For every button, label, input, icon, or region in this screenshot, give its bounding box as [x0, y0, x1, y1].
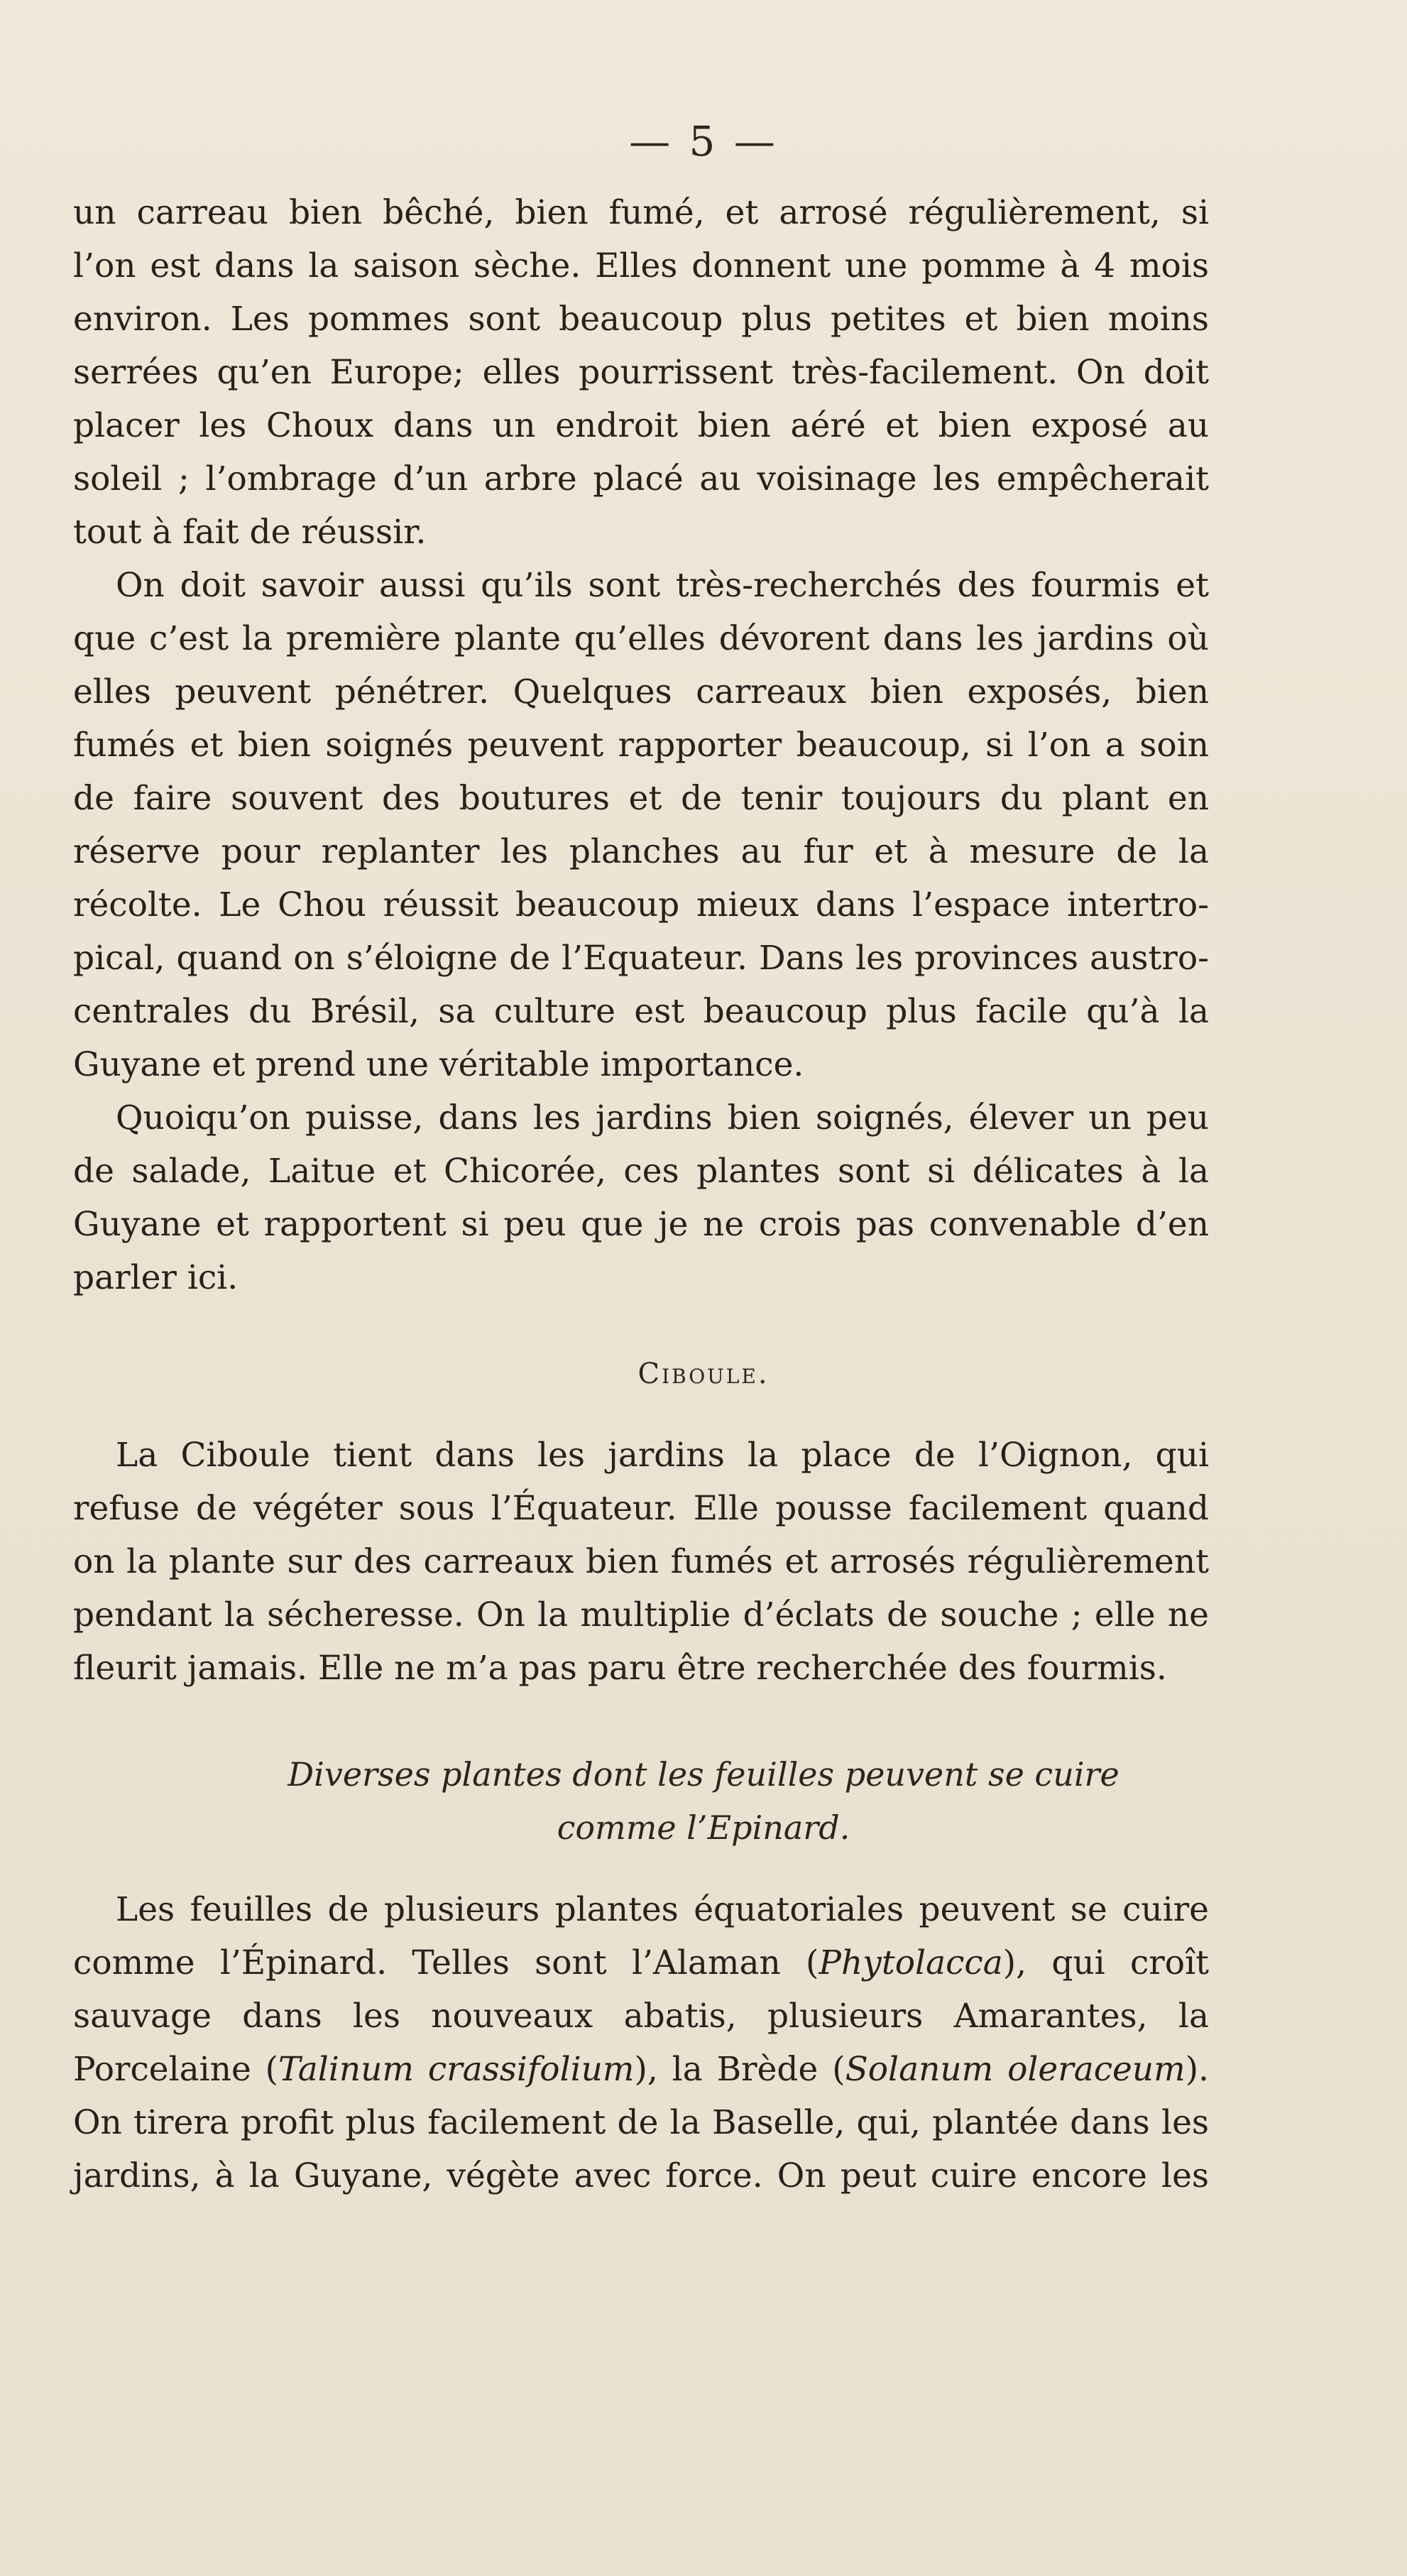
text-line: La Ciboule tient dans les jardins la place de l’Oignon, qui [116, 1436, 1209, 1475]
text-line: soleil ; l’ombrage d’un arbre placé au voisinage les empêcherait [73, 459, 1209, 498]
text-line: réserve pour replanter les planches au fur et à mesure de la [73, 832, 1209, 871]
text-line: jardins, à la Guyane, végète avec force. On peut cuire encore les [73, 2156, 1209, 2195]
page-number: — 5 — [629, 117, 778, 165]
text-line: parler ici. [73, 1258, 239, 1297]
text-run: Porcelaine ( [73, 2050, 279, 2089]
text-line: sauvage dans les nouveaux abatis, plusieurs Amarantes, la [73, 1997, 1209, 2036]
text-line: que c’est la première plante qu’elles dévorent dans les jardins où [73, 619, 1209, 658]
text-line [73, 2043, 1209, 2096]
text-line: Les feuilles de plusieurs plantes équatoriales peuvent se cuire [116, 1890, 1209, 1929]
section-title-line: comme l’Epinard. [557, 1808, 850, 1847]
section-heading-ciboule: Ciboule. [637, 1358, 770, 1390]
text-line: Quoiqu’on puisse, dans les jardins bien soignés, élever un peu [116, 1098, 1209, 1137]
text-line: serrées qu’en Europe; elles pourrissent très-facilement. On doit [73, 353, 1209, 392]
text-line: tout à fait de réussir. [73, 513, 427, 552]
text-line: on la plante sur des carreaux bien fumés et arrosés régulièrement [73, 1542, 1209, 1581]
text-run: ). [1185, 2050, 1209, 2089]
text-line: elles peuvent pénétrer. Quelques carreaux bien exposés, bien [73, 672, 1209, 711]
text-line: pical, quand on s’éloigne de l’Equateur. Dans les provinces austro- [73, 939, 1209, 978]
section-title-line: Diverses plantes dont les feuilles peuvent se cuire [288, 1755, 1119, 1794]
text-line: centrales du Brésil, sa culture est beaucoup plus facile qu’à la [73, 992, 1209, 1031]
text-line [73, 1936, 1209, 1990]
text-line: de salade, Laitue et Chicorée, ces plantes sont si délicates à la [73, 1152, 1209, 1191]
text-run: ), la Brède ( [634, 2050, 845, 2089]
text-line: Guyane et prend une véritable importance. [73, 1045, 804, 1084]
text-run: ), qui croît [1002, 1943, 1209, 1982]
paragraph-choux [73, 186, 1209, 1304]
text-run: comme l’Épinard. Telles sont l’Alaman ( [73, 1943, 819, 1982]
latin-name: Talinum crassifolium [278, 2050, 635, 2089]
paragraph-ciboule [73, 1429, 1209, 1695]
latin-name: Solanum oleraceum [845, 2050, 1186, 2089]
text-line: pendant la sécheresse. On la multiplie d’éclats de souche ; elle ne [73, 1595, 1209, 1634]
text-line: fumés et bien soignés peuvent rapporter beaucoup, si l’on a soin [73, 726, 1209, 765]
paragraph-epinard [73, 1883, 1209, 2203]
text-line: un carreau bien bêché, bien fumé, et arrosé régulièrement, si [73, 193, 1209, 232]
text-line: On doit savoir aussi qu’ils sont très-recherchés des fourmis et [116, 566, 1209, 605]
text-line: placer les Choux dans un endroit bien aéré et bien exposé au [73, 406, 1209, 445]
text-line: l’on est dans la saison sèche. Elles donnent une pomme à 4 mois [73, 246, 1209, 285]
latin-name: Phytolacca [819, 1943, 1003, 1982]
text-line: On tirera profit plus facilement de la Baselle, qui, plantée dans les [73, 2103, 1209, 2142]
text-line: environ. Les pommes sont beaucoup plus petites et bien moins [73, 300, 1209, 339]
text-line: récolte. Le Chou réussit beaucoup mieux dans l’espace intertro- [73, 885, 1209, 924]
text-line: fleurit jamais. Elle ne m’a pas paru être recherchée des fourmis. [73, 1649, 1167, 1688]
text-line: refuse de végéter sous l’Équateur. Elle pousse facilement quand [73, 1489, 1209, 1528]
text-line: de faire souvent des boutures et de tenir toujours du plant en [73, 779, 1209, 818]
text-line: Guyane et rapportent si peu que je ne crois pas convenable d’en [73, 1205, 1209, 1244]
